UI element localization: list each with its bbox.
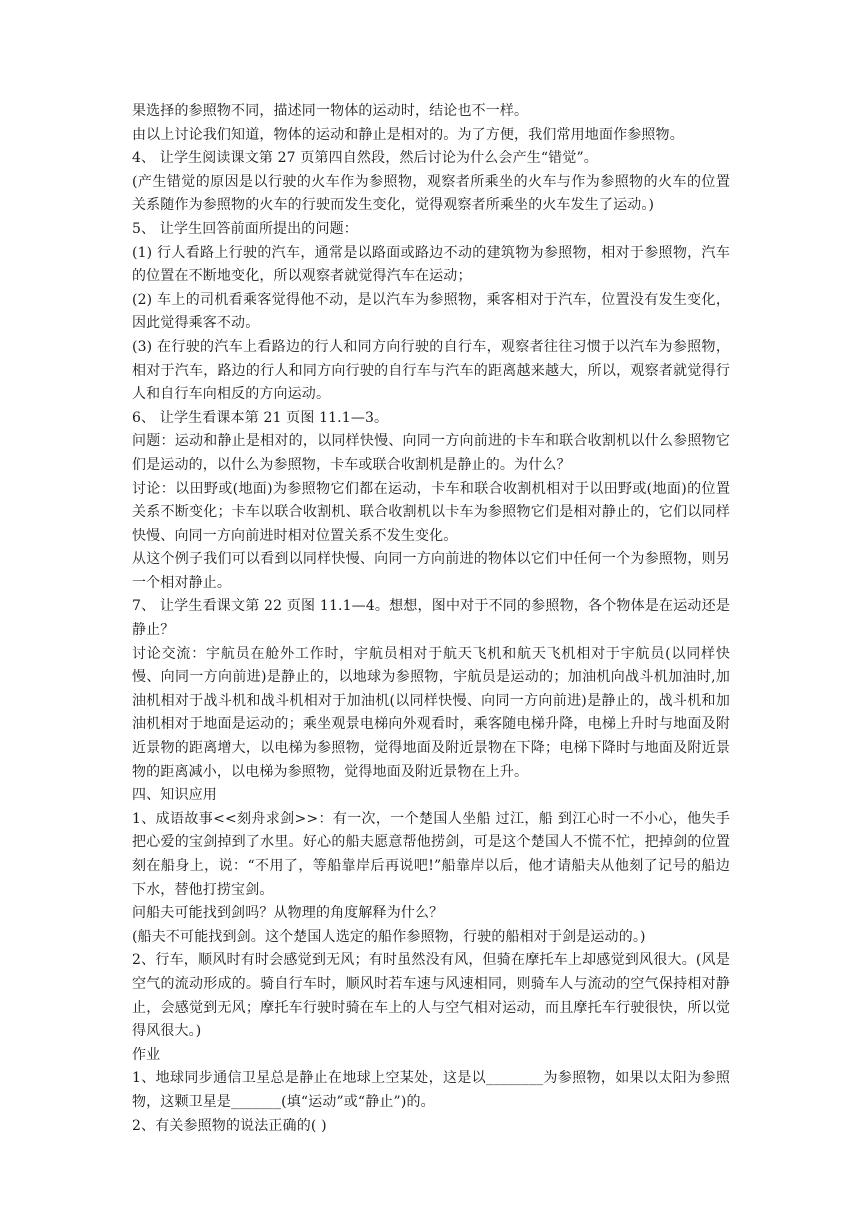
homework-heading: 作业: [132, 1046, 161, 1063]
conclusion-paragraph: 从这个例子我们可以看到以同样快慢、向同一方向前进的物体以它们中任何一个为参照物，则另一个相对静止。: [132, 551, 730, 591]
question-paragraph: 问船夫可能找到剑吗？从物理的角度解释为什么？: [132, 905, 444, 922]
section-heading: 四、知识应用: [132, 787, 217, 804]
document-page: [132, 100, 730, 1138]
list-item-6: 6、 让学生看课本第 21 页图 11.1—3。: [132, 409, 389, 426]
list-item-7: 7、 让学生看课文第 22 页图 11.1—4。想想，图中对于不同的参照物，各个物体是在运动还是静止？: [132, 598, 730, 639]
answer-paragraph: (产生错觉的原因是以行驶的火车作为参照物，观察者所乘坐的火车与作为参照物的火车的位置关系随作为参照物的火车的行驶而发生变化，觉得观察者所乘坐的火车发生了运动。): [132, 173, 730, 214]
text-paragraph: 由以上讨论我们知道，物体的运动和静止是相对的。为了方便，我们常用地面作参照物。: [132, 126, 684, 143]
sub-item-2: (2) 车上的司机看乘客觉得他不动，是以汽车为参照物，乘客相对于汽车，位置没有发生变化，因此觉得乘客不动。: [132, 291, 730, 332]
discussion-paragraph: 讨论交流：宇航员在舱外工作时，宇航员相对于航天飞机和航天飞机相对于宇航员(以同样快慢、向同一方向前进)是静止的，以地球为参照物，宇航员是运动的；加油机向战斗机加油时,加油机相对于战斗机和战斗机相对于加油机(以同样快慢、向同一方向前进)是静止的，战斗机和加油机相对于地面是运动的；乘坐观景电梯向外观看时，乘客随电梯升降，电梯上升时与地面及附近景物的距离增大，以电梯为参照物，觉得地面及附近景物在下降；电梯下降时与地面及附近景物的距离减小，以电梯为参照物，觉得地面及附近景物在上升。: [132, 645, 730, 780]
application-item-1: 1、成语故事<<刻舟求剑>>：有一次，一个楚国人坐船 过江，船 到江心时一不小心，他失手把心爱的宝剑掉到了水里。好心的船夫愿意帮他捞剑，可是这个楚国人不慌不忙，把掉剑的位置刻在船身上，说：“不用了，等船靠岸后再说吧!”船靠岸以后，他才请船夫从他刻了记号的船边下水，替他打捞宝剑。: [132, 810, 730, 898]
homework-item-1: 1、地球同步通信卫星总是静止在地球上空某处，这是以________为参照物，如果以太阳为参照物，这颗卫星是_______(填“运动”或“静止”)的。: [132, 1070, 730, 1110]
homework-item-2: 2、有关参照物的说法正确的( ): [132, 1117, 327, 1134]
list-item-5: 5、 让学生回答前面所提出的问题：: [132, 220, 358, 237]
sub-item-3: (3) 在行驶的汽车上看路边的行人和同方向行驶的自行车，观察者往往习惯于以汽车为参照物，相对于汽车，路边的行人和同方向行驶的自行车与汽车的距离越来越大，所以，观察者就觉得行人和自行车向相反的方向运动。: [132, 338, 730, 403]
question-paragraph: 问题：运动和静止是相对的，以同样快慢、向同一方向前进的卡车和联合收割机以什么参照物它们是运动的，以什么为参照物，卡车或联合收割机是静止的。为什么？: [132, 433, 730, 473]
discussion-paragraph: 讨论：以田野或(地面)为参照物它们都在运动，卡车和联合收割机相对于以田野或(地面)的位置关系不断变化；卡车以联合收割机、联合收割机以卡车为参照物它们是相对静止的，它们以同样快慢、向同一方向前进时相对位置关系不发生变化。: [132, 480, 730, 544]
text-paragraph: 果选择的参照物不同，描述同一物体的运动时，结论也不一样。: [132, 103, 529, 119]
list-item-4: 4、 让学生阅读课文第 27 页第四自然段，然后讨论为什么会产生“错觉”。: [132, 150, 598, 167]
application-item-2: 2、行车，顺风时有时会感觉到无风；有时虽然没有风，但骑在摩托车上却感觉到风很大。(风是空气的流动形成的。骑自行车时，顺风时若车速与风速相同，则骑车人与流动的空气保持相对静止，会感觉到无风；摩托车行驶时骑在车上的人与空气相对运动，而且摩托车行驶很快，所以觉得风很大。): [132, 952, 730, 1040]
answer-paragraph: (船夫不可能找到剑。这个楚国人选定的船作参照物，行驶的船相对于剑是运动的。): [132, 928, 646, 945]
sub-item-1: (1) 行人看路上行驶的汽车，通常是以路面或路边不动的建筑物为参照物，相对于参照物，汽车的位置在不断地变化，所以观察者就觉得汽车在运动；: [132, 244, 730, 285]
